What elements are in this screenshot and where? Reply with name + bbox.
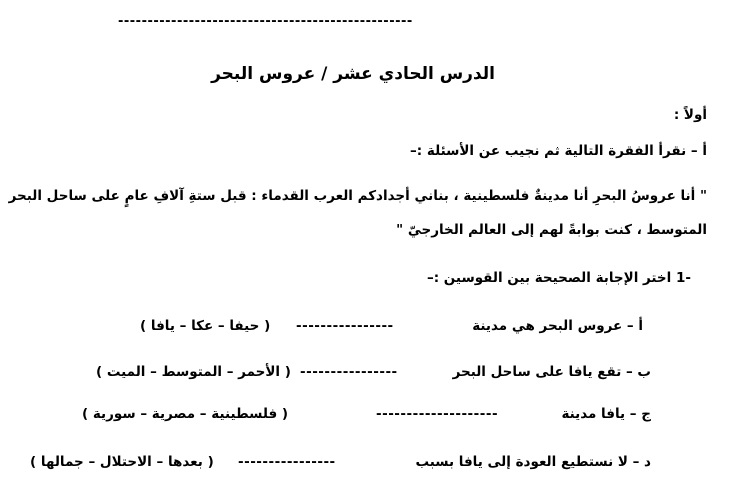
answer-blank: ----------------	[296, 318, 394, 334]
top-separator: --------------------------------------------------	[118, 14, 413, 29]
answer-options: ( الأحمر – المتوسط – الميت )	[96, 364, 291, 380]
question-label: ج – يافا مدينة	[561, 406, 651, 422]
question-heading: -1 اختر الإجابة الصحيحة بين القوسين :–	[426, 270, 691, 286]
paragraph-line-1: " أنا عروسُ البحرِ أنا مدينةٌ فلسطينية ، بناني أجدادكم العرب القدماء : قبل ستةِ آلافِ عامٍ على ساحل البحر	[8, 188, 707, 204]
reading-instruction: أ – نقرأ الفقرة التالية ثم نجيب عن الأسئلة :–	[410, 143, 707, 159]
first-section-label: أولاً :	[673, 107, 707, 123]
answer-blank: ----------------	[238, 454, 336, 470]
answer-options: ( فلسطينية – مصرية – سورية )	[82, 406, 289, 422]
answer-options: ( بعدها – الاحتلال – جمالها )	[30, 454, 214, 470]
lesson-title: الدرس الحادي عشر / عروس البحر	[211, 64, 495, 84]
question-label: د – لا نستطيع العودة إلى يافا بسبب	[415, 454, 651, 470]
question-label: أ – عروس البحر هي مدينة	[472, 318, 643, 334]
paragraph-line-2: المتوسط ، كنت بوابةً لهم إلى العالم الخارجيّ "	[396, 222, 707, 238]
answer-blank: --------------------	[376, 406, 499, 422]
question-label: ب – تقع يافا على ساحل البحر	[452, 364, 651, 380]
answer-blank: ----------------	[300, 364, 398, 380]
answer-options: ( حيفا – عكا – يافا )	[140, 318, 271, 334]
